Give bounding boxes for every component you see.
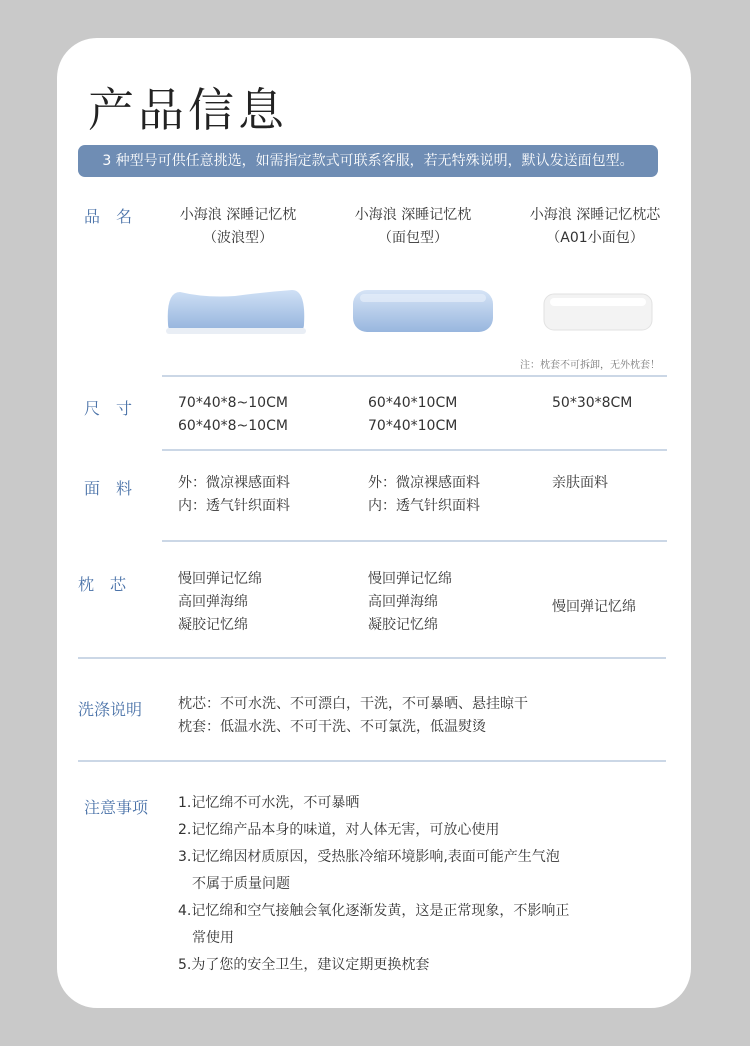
core-value: 凝胶记忆绵	[178, 617, 248, 633]
product-2-name	[333, 204, 493, 250]
label-wash: 洗涤说明	[78, 700, 143, 719]
product-2-name-line: 小海浪 深睡记忆枕	[354, 207, 472, 223]
divider	[162, 375, 667, 377]
note-item: 不属于质量问题	[178, 876, 290, 892]
note-item: 5.为了您的安全卫生，建议定期更换枕套	[178, 957, 430, 973]
product-3-size	[552, 392, 632, 415]
size-value: 60*40*10CM	[368, 395, 458, 411]
divider	[162, 540, 667, 542]
label-name: 品 名	[84, 207, 133, 226]
page-title: 产品信息	[88, 83, 288, 137]
core-value: 慢回弹记忆绵	[552, 599, 636, 615]
core-value: 凝胶记忆绵	[368, 617, 438, 633]
product-2-core	[368, 568, 452, 637]
note-item: 3.记忆绵因材质原因，受热胀冷缩环境影响,表面可能产生气泡	[178, 849, 560, 865]
wash-instructions	[178, 693, 528, 739]
label-fabric: 面 料	[84, 479, 133, 498]
info-banner: 3 种型号可供任意挑选，如需指定款式可联系客服，若无特殊说明，默认发送面包型。	[78, 145, 658, 177]
bread-pillow-icon	[350, 284, 496, 338]
label-notes: 注意事项	[84, 798, 149, 817]
size-value: 60*40*8~10CM	[178, 418, 288, 434]
wash-core: 枕芯：不可水洗、不可漂白，干洗，不可暴晒、悬挂晾干	[178, 696, 528, 712]
fabric-value: 亲肤面料	[552, 475, 608, 491]
label-core: 枕 芯	[78, 575, 127, 594]
product-3-name-line: 小海浪 深睡记忆枕芯	[529, 207, 661, 223]
product-3-type: （A01小面包）	[546, 230, 644, 246]
note-item: 4.记忆绵和空气接触会氧化逐渐发黄，这是正常现象，不影响正	[178, 903, 570, 919]
product-1-fabric	[178, 472, 290, 518]
size-value: 50*30*8CM	[552, 395, 633, 411]
note-item: 2.记忆绵产品本身的味道，对人体无害，可放心使用	[178, 822, 500, 838]
divider	[162, 449, 667, 451]
product-3-core	[552, 596, 636, 619]
notes-list	[178, 790, 569, 979]
size-value: 70*40*10CM	[368, 418, 458, 434]
wave-pillow-icon	[160, 284, 310, 338]
fabric-value: 内：透气针织面料	[178, 498, 290, 514]
divider	[78, 657, 666, 659]
product-1-core	[178, 568, 262, 637]
fabric-value: 内：透气针织面料	[368, 498, 480, 514]
product-note: 注：枕套不可拆卸，无外枕套！	[520, 360, 660, 371]
size-value: 70*40*8~10CM	[178, 395, 288, 411]
wash-cover: 枕套：低温水洗、不可干洗、不可氯洗，低温熨烫	[178, 719, 486, 735]
fabric-value: 外：微凉裸感面料	[178, 475, 290, 491]
product-1-name-line: 小海浪 深睡记忆枕	[179, 207, 297, 223]
small-bread-pillow-icon	[542, 290, 654, 334]
fabric-value: 外：微凉裸感面料	[368, 475, 480, 491]
product-1-name	[158, 204, 318, 250]
divider	[78, 760, 666, 762]
product-2-fabric	[368, 472, 480, 518]
core-value: 高回弹海绵	[368, 594, 438, 610]
product-3-name	[515, 204, 675, 250]
core-value: 慢回弹记忆绵	[368, 571, 452, 587]
product-1-size	[178, 392, 288, 438]
product-2-type: （面包型）	[378, 230, 448, 246]
core-value: 高回弹海绵	[178, 594, 248, 610]
label-size: 尺 寸	[84, 399, 133, 418]
product-3-fabric	[552, 472, 608, 495]
product-2-size	[368, 392, 457, 438]
note-item: 常使用	[178, 930, 234, 946]
note-item: 1.记忆绵不可水洗，不可暴晒	[178, 795, 360, 811]
core-value: 慢回弹记忆绵	[178, 571, 262, 587]
product-1-type: （波浪型）	[203, 230, 273, 246]
